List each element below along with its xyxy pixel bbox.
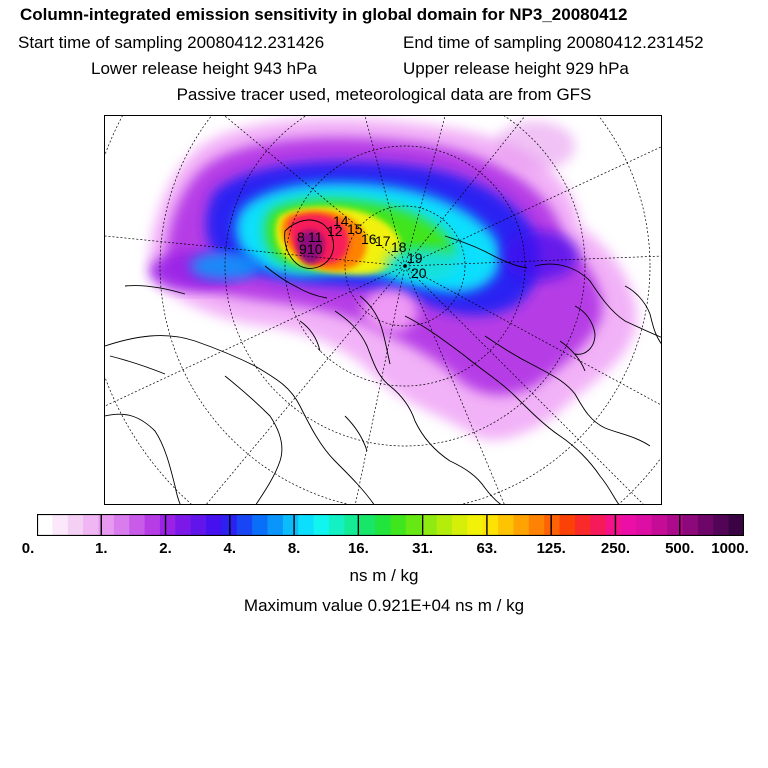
colorbar-cell (529, 514, 545, 536)
map-panel (104, 115, 662, 505)
colorbar-cell (560, 514, 576, 536)
colorbar-cell (713, 514, 729, 536)
colorbar-cell (252, 514, 268, 536)
colorbar-cell (237, 514, 253, 536)
end-time-text: End time of sampling 20080412.231452 (403, 33, 704, 52)
colorbar-cell (37, 514, 53, 536)
colorbar-tick-label: 1000. (711, 540, 749, 557)
colorbar-cell (621, 514, 637, 536)
colorbar-cell (652, 514, 668, 536)
colorbar-cell (467, 514, 483, 536)
overlay-label-16: 16 (361, 231, 377, 247)
colorbar-tick-label: 125. (536, 540, 566, 557)
colorbar-cell (683, 514, 699, 536)
overlay-label-11: 11 (308, 229, 323, 245)
colorbar-cell (375, 514, 391, 536)
field-northeast (495, 121, 575, 171)
colorbar-cell (667, 514, 683, 536)
colorbar-cell (636, 514, 652, 536)
colorbar-cell (698, 514, 714, 536)
colorbar-cell (52, 514, 68, 536)
colorbar-tick-label: 1. (95, 540, 108, 557)
colorbar-cell (729, 514, 744, 536)
colorbar-tick-label: 4. (223, 540, 237, 557)
overlay-label-14: 14 (333, 213, 349, 229)
overlay-label-12: 12 (327, 223, 343, 239)
colorbar-cell (329, 514, 345, 536)
colorbar-cell (68, 514, 84, 536)
tracer-note: Passive tracer used, meteorological data are from GFS (176, 85, 592, 104)
colorbar-cell (606, 514, 622, 536)
colorbar-tick-label: 250. (600, 540, 631, 557)
overlay-label-15: 15 (347, 221, 363, 237)
colorbar-cell (298, 514, 314, 536)
colorbar-cell (160, 514, 176, 536)
colorbar-tick-label: 500. (665, 540, 695, 557)
colorbar-cell (513, 514, 529, 536)
colorbar-cell (452, 514, 468, 536)
field-east-blue (502, 231, 578, 281)
colorbar-cell (175, 514, 191, 536)
colorbar-cell (114, 514, 130, 536)
colorbar-cell (360, 514, 376, 536)
colorbar-tick-label: 0. (21, 540, 35, 557)
overlay-label-18: 18 (391, 239, 407, 255)
overlay-label-10: 10 (307, 241, 323, 257)
colorbar-cell (268, 514, 284, 536)
overlay-label-9: 9 (299, 241, 307, 257)
overlay-label-17: 17 (375, 233, 391, 249)
colorbar-cell (206, 514, 222, 536)
colorbar-cell (544, 514, 560, 536)
colorbar-tick-label: 63. (476, 540, 498, 557)
colorbar-cell (437, 514, 453, 536)
upper-release-text: Upper release height 929 hPa (403, 59, 629, 78)
field-lower-pink (362, 289, 418, 333)
colorbar (37, 514, 744, 536)
colorbar-tick-label: 31. (412, 540, 434, 557)
colorbar-cell (421, 514, 437, 536)
sensitivity-map (105, 116, 662, 505)
lower-release-text: Lower release height 943 hPa (91, 59, 317, 78)
colorbar-cell (83, 514, 99, 536)
colorbar-cell (590, 514, 606, 536)
colorbar-cell (575, 514, 591, 536)
overlay-label-20: 20 (411, 265, 427, 281)
colorbar-cell (391, 514, 407, 536)
colorbar-tick-label: 16. (347, 540, 369, 557)
colorbar-cell (283, 514, 299, 536)
colorbar-cell (498, 514, 514, 536)
start-time-text: Start time of sampling 20080412.231426 (18, 33, 325, 52)
sensitivity-field (149, 118, 637, 440)
overlay-label-19: 19 (407, 250, 423, 266)
colorbar-cell (406, 514, 422, 536)
colorbar-tick-label: 2. (159, 540, 172, 557)
maximum-value-text: Maximum value 0.921E+04 ns m / kg (243, 596, 525, 615)
colorbar-cell (129, 514, 145, 536)
colorbar-cell (483, 514, 499, 536)
plot-title: Column-integrated emission sensitivity in global domain for NP3_20080412 (20, 5, 628, 24)
colorbar-tick-labels (0, 540, 768, 560)
colorbar-cell (314, 514, 330, 536)
colorbar-units: ns m / kg (349, 566, 419, 585)
colorbar-cell (191, 514, 207, 536)
overlay-label-8: 8 (297, 229, 305, 245)
colorbar-cell (145, 514, 161, 536)
colorbar-tick-label: 8. (287, 540, 301, 557)
